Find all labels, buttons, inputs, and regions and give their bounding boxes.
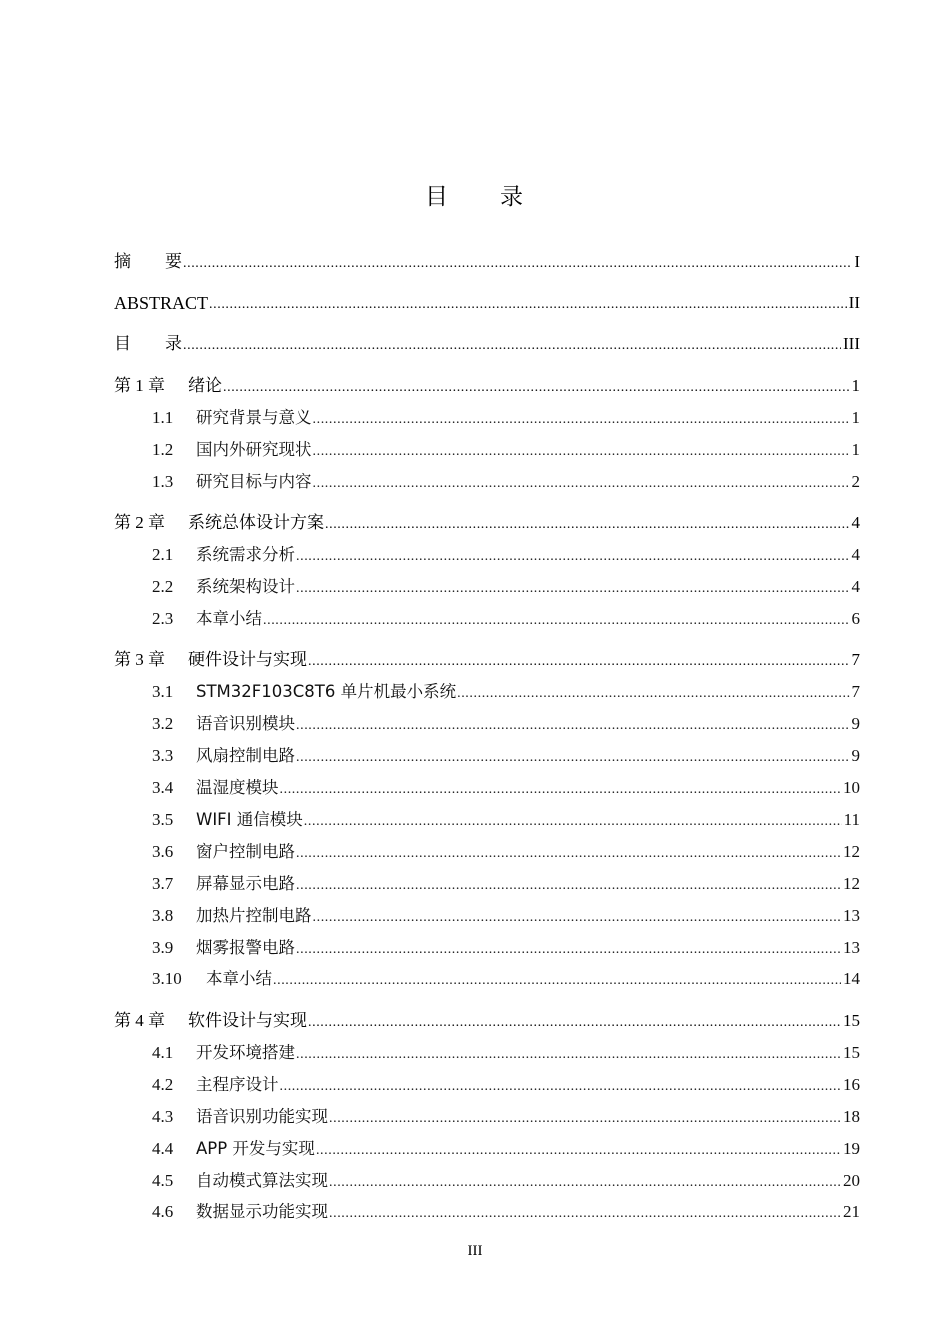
toc-leader-dots — [313, 476, 850, 492]
toc-leader-dots — [313, 412, 850, 428]
toc-section-title: 本章小结 — [196, 609, 262, 628]
toc-section-number: 3.2 — [152, 714, 174, 733]
toc-section-title: 数据显示功能实现 — [196, 1202, 328, 1221]
toc-section-number: 4.5 — [152, 1171, 174, 1190]
toc-leader-dots — [296, 942, 841, 958]
toc-section-3-5[interactable] — [114, 806, 860, 830]
toc-entry-page: 10 — [843, 778, 860, 797]
toc-chapter-title: 系统总体设计方案 — [188, 513, 324, 533]
toc-chapter-4[interactable] — [114, 1007, 860, 1031]
toc-entry-page: 7 — [851, 682, 860, 701]
toc-section-4-5[interactable] — [114, 1167, 860, 1191]
toc-section-number: 1.2 — [152, 440, 174, 459]
toc-section-title: 烟雾报警电路 — [196, 938, 295, 957]
toc-leader-dots — [296, 846, 841, 862]
toc-leader-dots — [280, 782, 842, 798]
toc-entry-page: 4 — [851, 545, 860, 564]
toc-leader-dots — [273, 973, 841, 989]
toc-chapter-number: 第 2 章 — [114, 513, 165, 532]
toc-section-title: 研究背景与意义 — [196, 408, 312, 427]
toc-entry-page: 13 — [843, 906, 860, 925]
toc-chapter-title: 硬件设计与实现 — [188, 650, 307, 670]
toc-section-3-7[interactable] — [114, 870, 860, 894]
toc-section-title: 开发环境搭建 — [196, 1043, 295, 1062]
toc-section-number: 3.7 — [152, 874, 174, 893]
toc-section-title: 语音识别模块 — [196, 714, 295, 733]
toc-section-title: STM32F103C8T6 单片机最小系统 — [196, 682, 457, 701]
toc-section-number: 4.4 — [152, 1139, 174, 1158]
toc-section-title: 研究目标与内容 — [196, 472, 312, 491]
toc-section-number: 2.3 — [152, 609, 174, 628]
toc-section-3-6[interactable] — [114, 838, 860, 862]
toc-entry-page: 13 — [843, 938, 860, 957]
toc-section-title: 本章小结 — [206, 969, 272, 988]
toc-section-number: 2.2 — [152, 577, 174, 596]
toc-section-2-3[interactable] — [114, 605, 860, 629]
toc-entry-page: 12 — [843, 874, 860, 893]
toc-section-number: 4.1 — [152, 1043, 174, 1062]
toc-chapter-number: 第 3 章 — [114, 650, 165, 669]
toc-leader-dots — [296, 750, 850, 766]
toc-chapter-2[interactable] — [114, 509, 860, 533]
toc-entry-page: 9 — [851, 714, 860, 733]
toc-section-3-8[interactable] — [114, 902, 860, 926]
toc-entry-page: 11 — [843, 810, 860, 829]
toc-leader-dots — [296, 549, 850, 565]
toc-leader-dots — [313, 910, 842, 926]
toc-section-title: 系统架构设计 — [196, 577, 295, 596]
toc-section-4-6[interactable] — [114, 1198, 860, 1222]
toc-leader-dots — [329, 1111, 841, 1127]
toc-chapter-number: 第 4 章 — [114, 1011, 165, 1030]
toc-section-number: 3.5 — [152, 810, 174, 829]
toc-leader-dots — [313, 444, 850, 460]
toc-entry-page: 1 — [851, 376, 860, 395]
toc-entry-contents[interactable] — [114, 330, 860, 354]
toc-leader-dots — [223, 380, 850, 396]
toc-section-title: WIFI 通信模块 — [196, 810, 303, 829]
toc-leader-dots — [316, 1143, 841, 1159]
toc-section-title: APP 开发与实现 — [196, 1139, 315, 1158]
toc-section-title: 语音识别功能实现 — [196, 1107, 328, 1126]
toc-section-title: 自动模式算法实现 — [196, 1171, 328, 1190]
toc-entry-page: II — [848, 293, 860, 312]
toc-chapter-number: 第 1 章 — [114, 376, 165, 395]
toc-section-number: 2.1 — [152, 545, 174, 564]
toc-entry-page: 12 — [843, 842, 860, 861]
toc-section-1-3[interactable] — [114, 468, 860, 492]
toc-entry-label: ABSTRACT — [114, 293, 209, 313]
toc-section-title: 温湿度模块 — [196, 778, 279, 797]
toc-section-number: 3.3 — [152, 746, 174, 765]
toc-section-4-1[interactable] — [114, 1039, 860, 1063]
toc-leader-dots — [457, 686, 849, 702]
toc-section-2-1[interactable] — [114, 541, 860, 565]
toc-section-number: 3.9 — [152, 938, 174, 957]
toc-leader-dots — [325, 517, 850, 533]
toc-section-title: 风扇控制电路 — [196, 746, 295, 765]
toc-leader-dots — [263, 613, 850, 629]
toc-entry-page: 1 — [851, 408, 860, 427]
toc-leader-dots — [280, 1079, 842, 1095]
toc-section-1-2[interactable] — [114, 436, 860, 460]
toc-entry-page: 4 — [851, 513, 860, 532]
toc-entry-label: 目 录 — [114, 334, 182, 354]
toc-chapter-3[interactable] — [114, 646, 860, 670]
toc-section-title: 窗户控制电路 — [196, 842, 295, 861]
toc-section-3-3[interactable] — [114, 742, 860, 766]
toc-entry-page: 14 — [843, 969, 860, 988]
toc-entry-page: 1 — [851, 440, 860, 459]
toc-entry-label: 摘 要 — [114, 252, 182, 272]
toc-leader-dots — [296, 878, 841, 894]
toc-entry-page: 7 — [851, 650, 860, 669]
toc-section-number: 4.2 — [152, 1075, 174, 1094]
toc-section-number: 1.3 — [152, 472, 174, 491]
toc-section-number: 3.10 — [152, 969, 182, 988]
toc-section-title: 国内外研究现状 — [196, 440, 312, 459]
toc-entry-page: III — [843, 334, 860, 353]
toc-entry-page: 15 — [843, 1043, 860, 1062]
toc-entry-page: 2 — [851, 472, 860, 491]
toc-section-title: 主程序设计 — [196, 1075, 279, 1094]
toc-chapter-title: 软件设计与实现 — [188, 1011, 307, 1031]
toc-section-number: 3.6 — [152, 842, 174, 861]
toc-section-3-9[interactable] — [114, 934, 860, 958]
toc-entry-page: 21 — [843, 1202, 860, 1221]
toc-section-number: 3.8 — [152, 906, 174, 925]
toc-section-1-1[interactable] — [114, 404, 860, 428]
toc-leader-dots — [183, 256, 852, 272]
toc-chapter-1[interactable] — [114, 372, 860, 396]
toc-entry-abstract-cn[interactable] — [114, 248, 860, 272]
toc-section-number: 3.1 — [152, 682, 174, 701]
toc-section-title: 系统需求分析 — [196, 545, 295, 564]
toc-leader-dots — [329, 1206, 841, 1222]
toc-section-3-2[interactable] — [114, 710, 860, 734]
toc-section-4-3[interactable] — [114, 1103, 860, 1127]
toc-leader-dots — [304, 814, 842, 830]
toc-section-number: 1.1 — [152, 408, 174, 427]
toc-leader-dots — [183, 338, 841, 354]
toc-section-number: 3.4 — [152, 778, 174, 797]
toc-entry-page: I — [854, 252, 860, 271]
page-title: 目 录 — [425, 184, 525, 210]
toc-entry-page: 9 — [851, 746, 860, 765]
toc-chapter-title: 绪论 — [188, 376, 222, 396]
toc-entry-page: 20 — [843, 1171, 860, 1190]
toc-section-number: 4.3 — [152, 1107, 174, 1126]
toc-leader-dots — [308, 654, 850, 670]
toc-section-3-10[interactable] — [114, 965, 860, 989]
toc-entry-abstract-en[interactable] — [114, 289, 860, 313]
toc-leader-dots — [296, 1047, 841, 1063]
toc-section-4-4[interactable] — [114, 1135, 860, 1159]
page-number-footer: III — [467, 1243, 483, 1259]
toc-leader-dots — [209, 297, 847, 313]
toc-section-title: 屏幕显示电路 — [196, 874, 295, 893]
toc-section-number: 4.6 — [152, 1202, 174, 1221]
toc-entry-page: 4 — [851, 577, 860, 596]
toc-entry-page: 15 — [843, 1011, 860, 1030]
toc-section-title: 加热片控制电路 — [196, 906, 312, 925]
toc-entry-page: 18 — [843, 1107, 860, 1126]
toc-leader-dots — [308, 1015, 841, 1031]
toc-leader-dots — [296, 718, 850, 734]
toc-section-3-4[interactable] — [114, 774, 860, 798]
toc-entry-page: 6 — [851, 609, 860, 628]
toc-section-3-1[interactable] — [114, 678, 860, 702]
toc-leader-dots — [296, 581, 850, 597]
toc-entry-page: 16 — [843, 1075, 860, 1094]
toc-entry-page: 19 — [843, 1139, 860, 1158]
toc-section-2-2[interactable] — [114, 573, 860, 597]
toc-section-4-2[interactable] — [114, 1071, 860, 1095]
toc-leader-dots — [329, 1175, 841, 1191]
